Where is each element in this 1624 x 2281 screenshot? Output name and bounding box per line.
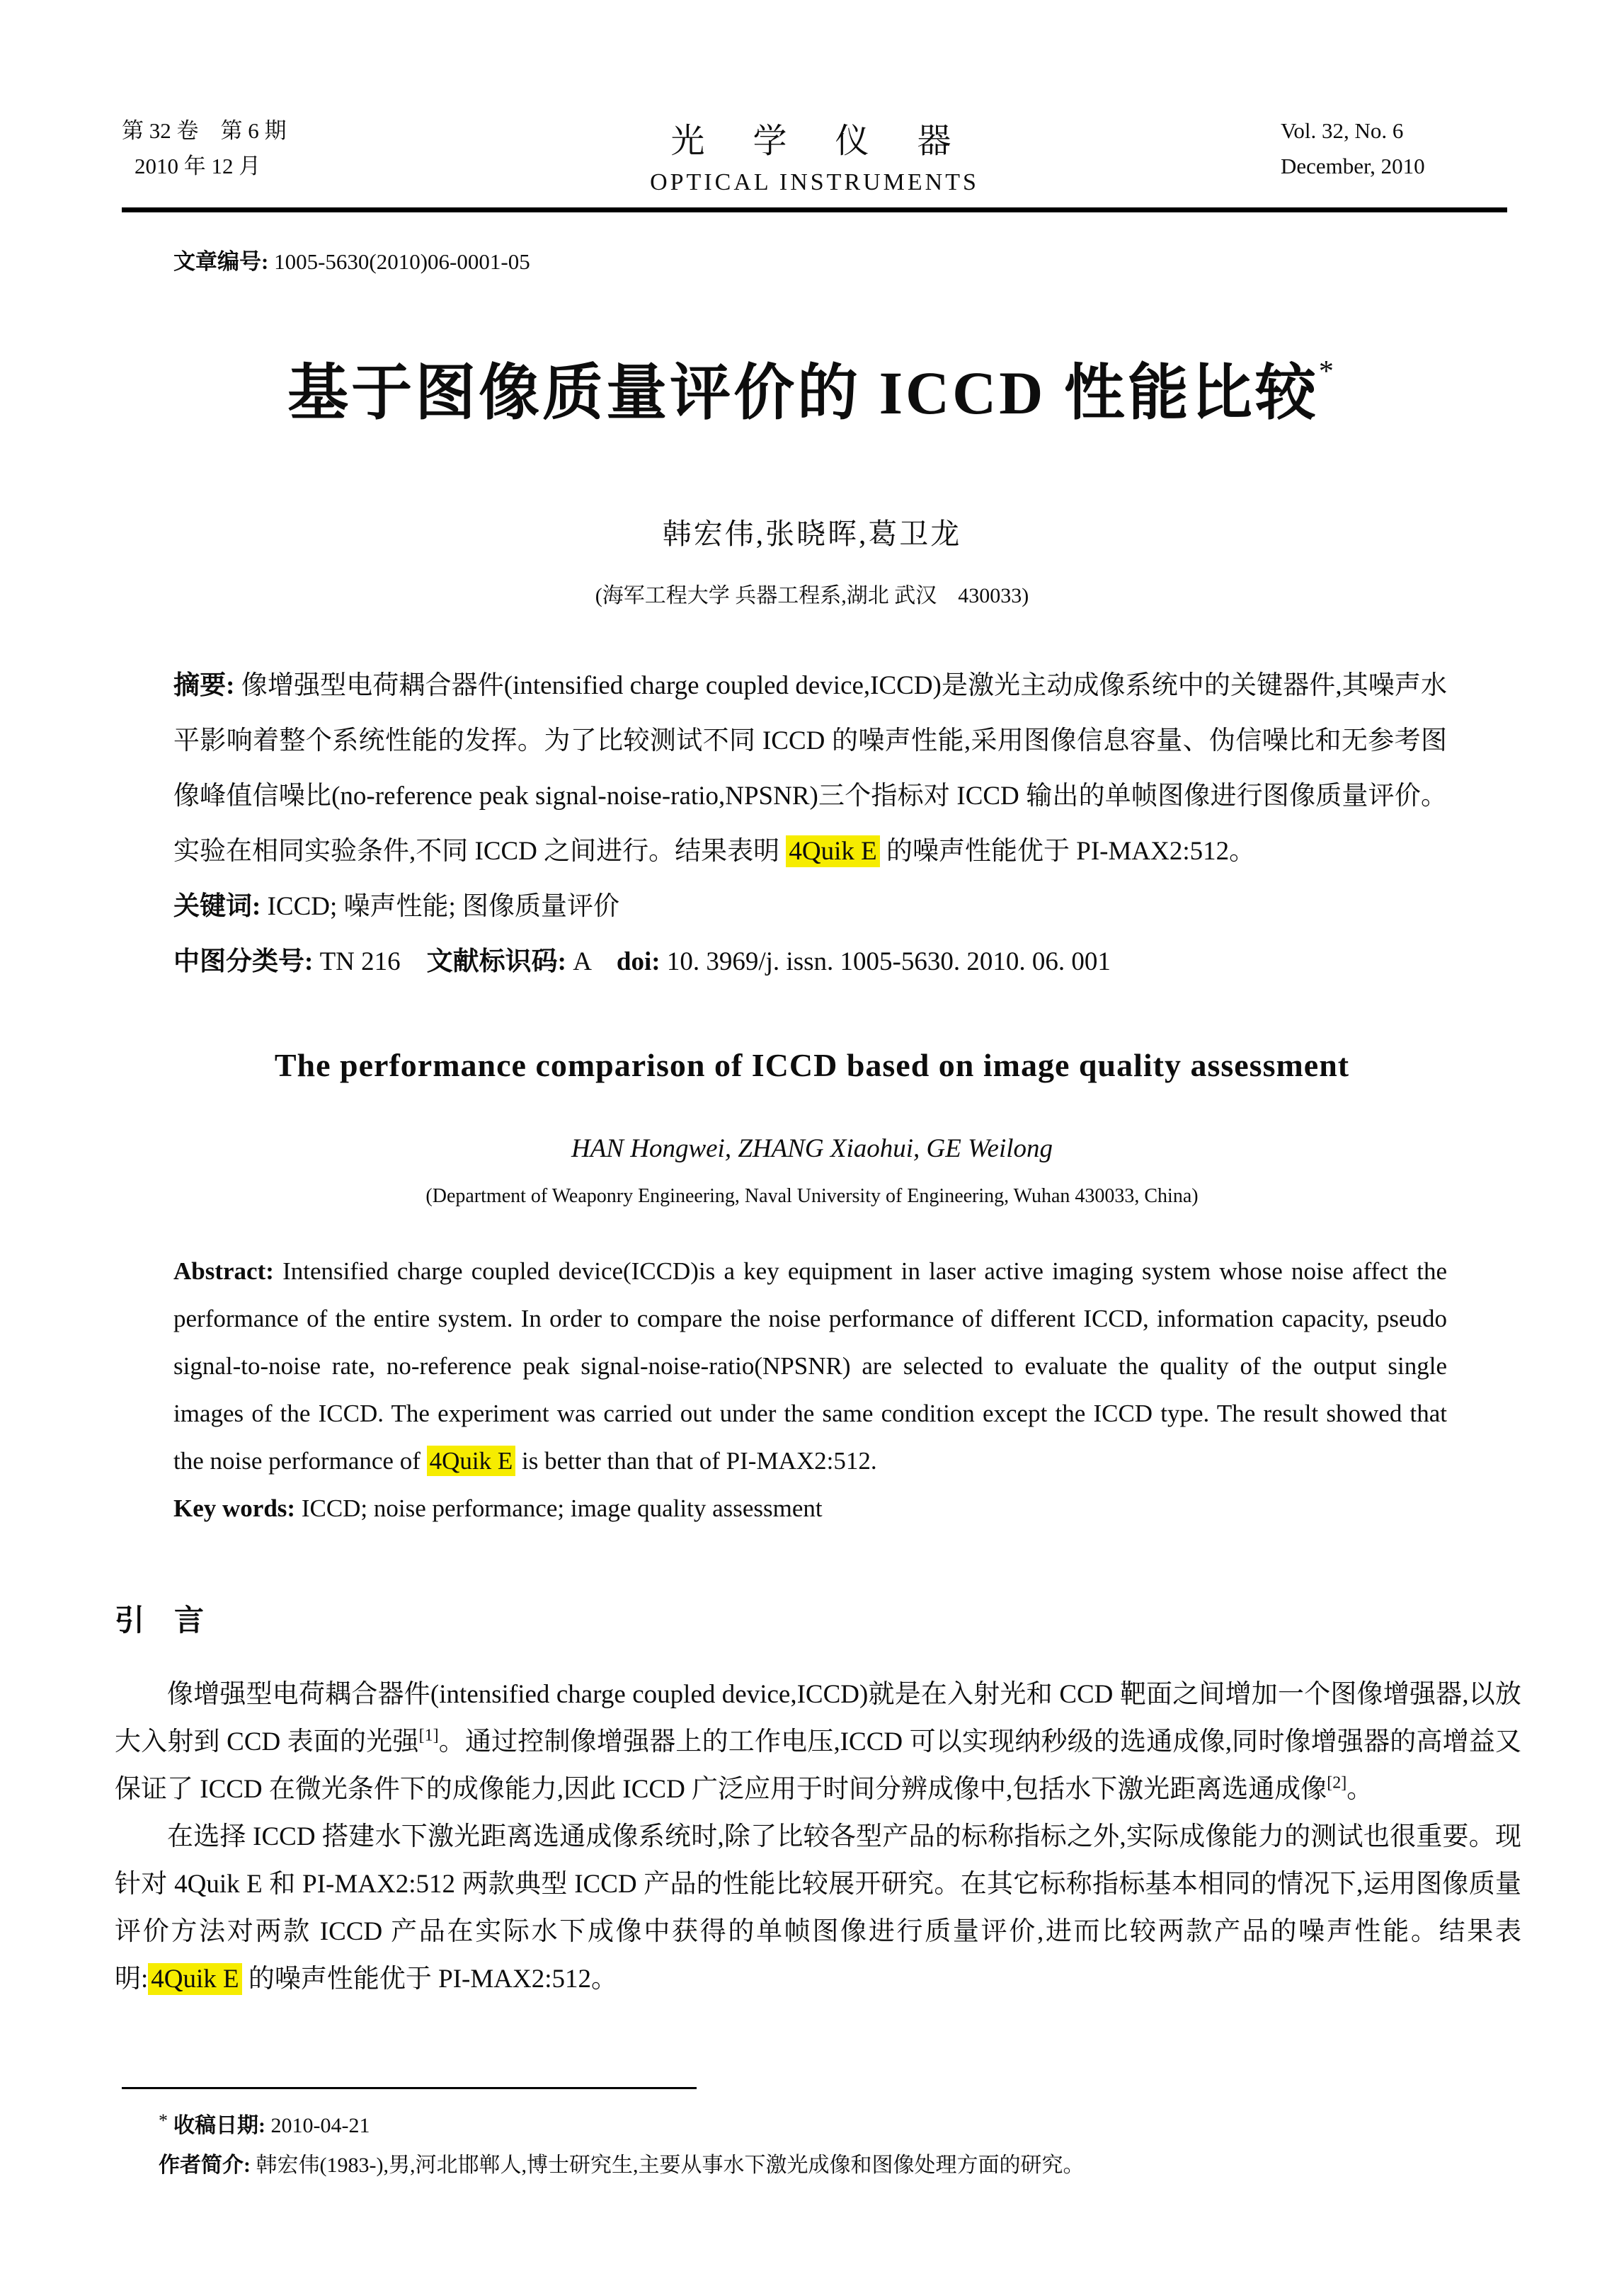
abstract-cn-label: 摘要: xyxy=(173,671,235,700)
author-bio-value: 韩宏伟(1983-),男,河北邯郸人,博士研究生,主要从事水下激光成像和图像处理方面的研究。 xyxy=(251,2154,1085,2177)
text-segment: 文献标识码: xyxy=(426,947,566,976)
abstract-cn-block xyxy=(173,658,1447,990)
page-title xyxy=(0,343,1624,431)
text-segment: [1] xyxy=(418,1726,439,1745)
journal-issue-cn xyxy=(122,113,377,184)
footnote-rule xyxy=(122,2087,697,2089)
keywords-cn xyxy=(173,879,1447,934)
journal-header xyxy=(0,0,1624,196)
text-segment: [2] xyxy=(1327,1773,1347,1793)
highlighted-text: 4Quik E xyxy=(148,1963,241,1995)
abstract-en-block xyxy=(173,1247,1447,1532)
journal-name xyxy=(377,113,1252,196)
authors-en: HAN Hongwei, ZHANG Xiaohui, GE Weilong xyxy=(571,1134,1053,1163)
text-segment: TN 216 xyxy=(313,947,427,976)
author-bio-label: 作者简介: xyxy=(159,2154,251,2177)
text-segment: 。通过控制像增强器上的工作电压,ICCD 可以实现纳秒级的选通成像,同时像增强器的高增益又保证了 ICCD 在微光条件下的成像能力,因此 ICCD 广泛应用于时间分辨成像中,包括水下激光距离选通成像 xyxy=(115,1727,1522,1804)
article-number-value: 1005-5630(2010)06-0001-05 xyxy=(268,249,530,274)
text-segment: 在选择 ICCD 搭建水下激光距离选通成像系统时,除了比较各型产品的标称指标之外,实际成像能力的测试也很重要。现针对 4Quik E 和 PI-MAX2:512 两款典型 ICCD 产品的性能比较展开研究。在其它标称指标基本相同的情况下,运用图像质量评价方法对两款 ICCD 产品在实际水下成像中获得的单帧图像进行质量评价,进而比较两款产品的噪声性能。结果表明: xyxy=(115,1822,1521,1994)
journal-issue-en xyxy=(1252,113,1507,184)
intro-paragraph-2 xyxy=(115,1813,1521,2003)
text-segment: 的噪声性能优于 PI-MAX2:512。 xyxy=(241,1965,617,1994)
abstract-en-text xyxy=(173,1257,1447,1476)
text-segment: doi: xyxy=(616,947,661,976)
text-segment: 像增强型电荷耦合器件(intensified charge coupled device,ICCD)就是在入射光和 CCD 靶面之间增加一个图像增强器,以放大入射到 CCD 表面的光强 xyxy=(115,1680,1521,1756)
footnote-author-bio xyxy=(159,2147,1509,2178)
abstract-cn xyxy=(173,658,1447,879)
keywords-cn-label: 关键词: xyxy=(173,892,261,921)
clc-doi-line xyxy=(173,934,1447,990)
section-heading-introduction: 引 言 xyxy=(115,1605,205,1637)
text-segment: 的噪声性能优于 PI-MAX2:512。 xyxy=(879,837,1256,866)
footnote-mark: * xyxy=(159,2110,168,2131)
volume-issue-cn: 第 32 卷 第 6 期 xyxy=(122,118,287,143)
highlighted-text: 4Quik E xyxy=(786,835,879,867)
keywords-en-text: ICCD; noise performance; image quality assessment xyxy=(295,1494,823,1522)
highlighted-text: 4Quik E xyxy=(427,1446,516,1476)
text-segment: is better than that of PI-MAX2:512. xyxy=(515,1447,877,1475)
keywords-en xyxy=(173,1485,1447,1532)
received-date-value: 2010-04-21 xyxy=(265,2114,370,2137)
text-segment: 。 xyxy=(1346,1775,1373,1804)
title-en: The performance comparison of ICCD based on image quality assessment xyxy=(274,1047,1350,1083)
text-segment: 10. 3969/j. issn. 1005-5630. 2010. 06. 001 xyxy=(660,947,1111,976)
footnote-block xyxy=(122,2087,1509,2178)
date-en: December, 2010 xyxy=(1281,154,1425,178)
journal-name-cn: 光 学 仪 器 xyxy=(670,122,959,160)
article-number xyxy=(173,244,1624,275)
abstract-en-label: Abstract: xyxy=(173,1257,274,1285)
volume-issue-en: Vol. 32, No. 6 xyxy=(1281,118,1404,143)
header-rule xyxy=(122,207,1507,212)
received-date-label: 收稿日期: xyxy=(173,2114,265,2137)
title-footnote-mark: * xyxy=(1318,355,1337,388)
page-title-text: 基于图像质量评价的 ICCD 性能比较 xyxy=(287,359,1319,427)
text-segment: 中图分类号: xyxy=(173,947,314,976)
keywords-en-label: Key words: xyxy=(173,1494,296,1522)
text-segment: 像增强型电荷耦合器件(intensified charge coupled device,ICCD)是激光主动成像系统中的关键器件,其噪声水平影响着整个系统性能的发挥。为了比较测试不同 ICCD 的噪声性能,采用图像信息容量、伪信噪比和无参考图像峰值信噪比(no-reference peak signal-noise-ratio,NPSNR)三个指标对 ICCD 输出的单帧图像进行图像质量评价。实验在相同实验条件,不同 ICCD 之间进行。结果表明 xyxy=(173,671,1447,866)
intro-paragraph-1 xyxy=(115,1671,1521,1813)
date-cn: 2010 年 12 月 xyxy=(135,154,261,178)
abstract-cn-text xyxy=(173,671,1447,867)
footnote-received xyxy=(159,2108,1509,2139)
affiliation-en: (Department of Weaponry Engineering, Naval University of Engineering, Wuhan 430033, China) xyxy=(425,1185,1199,1207)
keywords-cn-text: ICCD; 噪声性能; 图像质量评价 xyxy=(261,892,620,921)
abstract-en xyxy=(173,1247,1447,1485)
article-number-label: 文章编号: xyxy=(173,249,269,274)
journal-name-en: OPTICAL INSTRUMENTS xyxy=(650,169,979,195)
text-segment: Intensified charge coupled device(ICCD)is a key equipment in laser active imaging system whose noise affect the performance of the entire system. In order to compare the noise performance of different ICCD, information capacity, pseudo signal-to-noise rate, no-reference peak signal-noise-ratio(NPSNR) are selected to evaluate the quality of the output single images of the ICCD. The experiment was carried out under the same condition except the ICCD type. The result showed that the noise performance of xyxy=(173,1257,1447,1475)
text-segment: A xyxy=(566,947,617,976)
authors-cn: 韩宏伟,张晓晖,葛卫龙 xyxy=(662,518,962,550)
introduction-body xyxy=(115,1671,1521,2003)
affiliation-cn: (海军工程大学 兵器工程系,湖北 武汉 430033) xyxy=(595,584,1029,607)
